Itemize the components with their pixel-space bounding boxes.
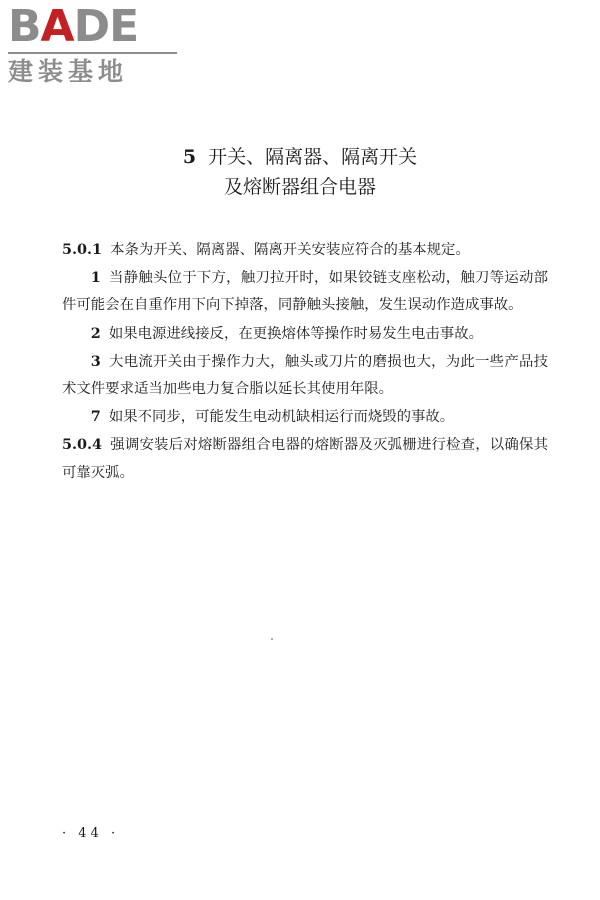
paragraph-text: 如果不同步，可能发生电动机缺相运行而烧毁的事故。 [108, 409, 455, 426]
paragraph-item-2 [62, 320, 548, 348]
item-number: 2 [90, 324, 101, 342]
chapter-title-line1 [0, 142, 600, 172]
stray-dot [271, 638, 273, 640]
watermark-brand [8, 1, 183, 52]
chapter-title-line2: 及熔断器组合电器 [223, 176, 376, 198]
paragraph-item-7 [62, 403, 548, 431]
item-number: 3 [90, 352, 101, 370]
paragraph-item-1 [62, 264, 548, 319]
paragraph-clause-5-0-4 [62, 431, 548, 486]
body-text [62, 236, 548, 487]
paragraph-text: 强调安装后对熔断器组合电器的熔断器及灭弧栅进行检查，以确保其可靠灭弧。 [62, 437, 548, 481]
chapter-title-text1: 开关、隔离器、隔离开关 [208, 146, 418, 168]
paragraph-text: 大电流开关由于操作力大，触头或刀片的磨损也大，为此一些产品技术文件要求适当加些电力复合脂以延长其使用年限。 [62, 353, 548, 398]
item-number: 7 [90, 408, 101, 426]
paragraph-text: 本条为开关、隔离器、隔离开关安装应符合的基本规定。 [110, 242, 470, 258]
clause-number: 5.0.4 [62, 436, 103, 454]
watermark-brand-rest: DE [73, 1, 139, 52]
page-number: · 44 · [62, 826, 120, 841]
chapter-title [0, 142, 600, 202]
paragraph-text: 当静触头位于下方，触刀拉开时，如果铰链支座松动，触刀等运动部件可能会在自重作用下向下掉落，同静触头接触，发生误动作造成事故。 [62, 270, 548, 314]
watermark-subtitle: 建装基地 [8, 57, 129, 86]
paragraph-text: 如果电源进线接反，在更换熔体等操作时易发生电击事故。 [108, 325, 483, 342]
item-number: 1 [90, 269, 101, 287]
chapter-number: 5 [182, 146, 197, 168]
paragraph-clause-5-0-1 [62, 236, 548, 264]
watermark-brand-a: A [40, 1, 74, 52]
paragraph-item-3 [62, 348, 548, 403]
clause-number: 5.0.1 [62, 241, 103, 258]
watermark-rule [8, 52, 177, 54]
watermark-logo [8, 1, 183, 86]
watermark-brand-b: B [8, 1, 41, 52]
